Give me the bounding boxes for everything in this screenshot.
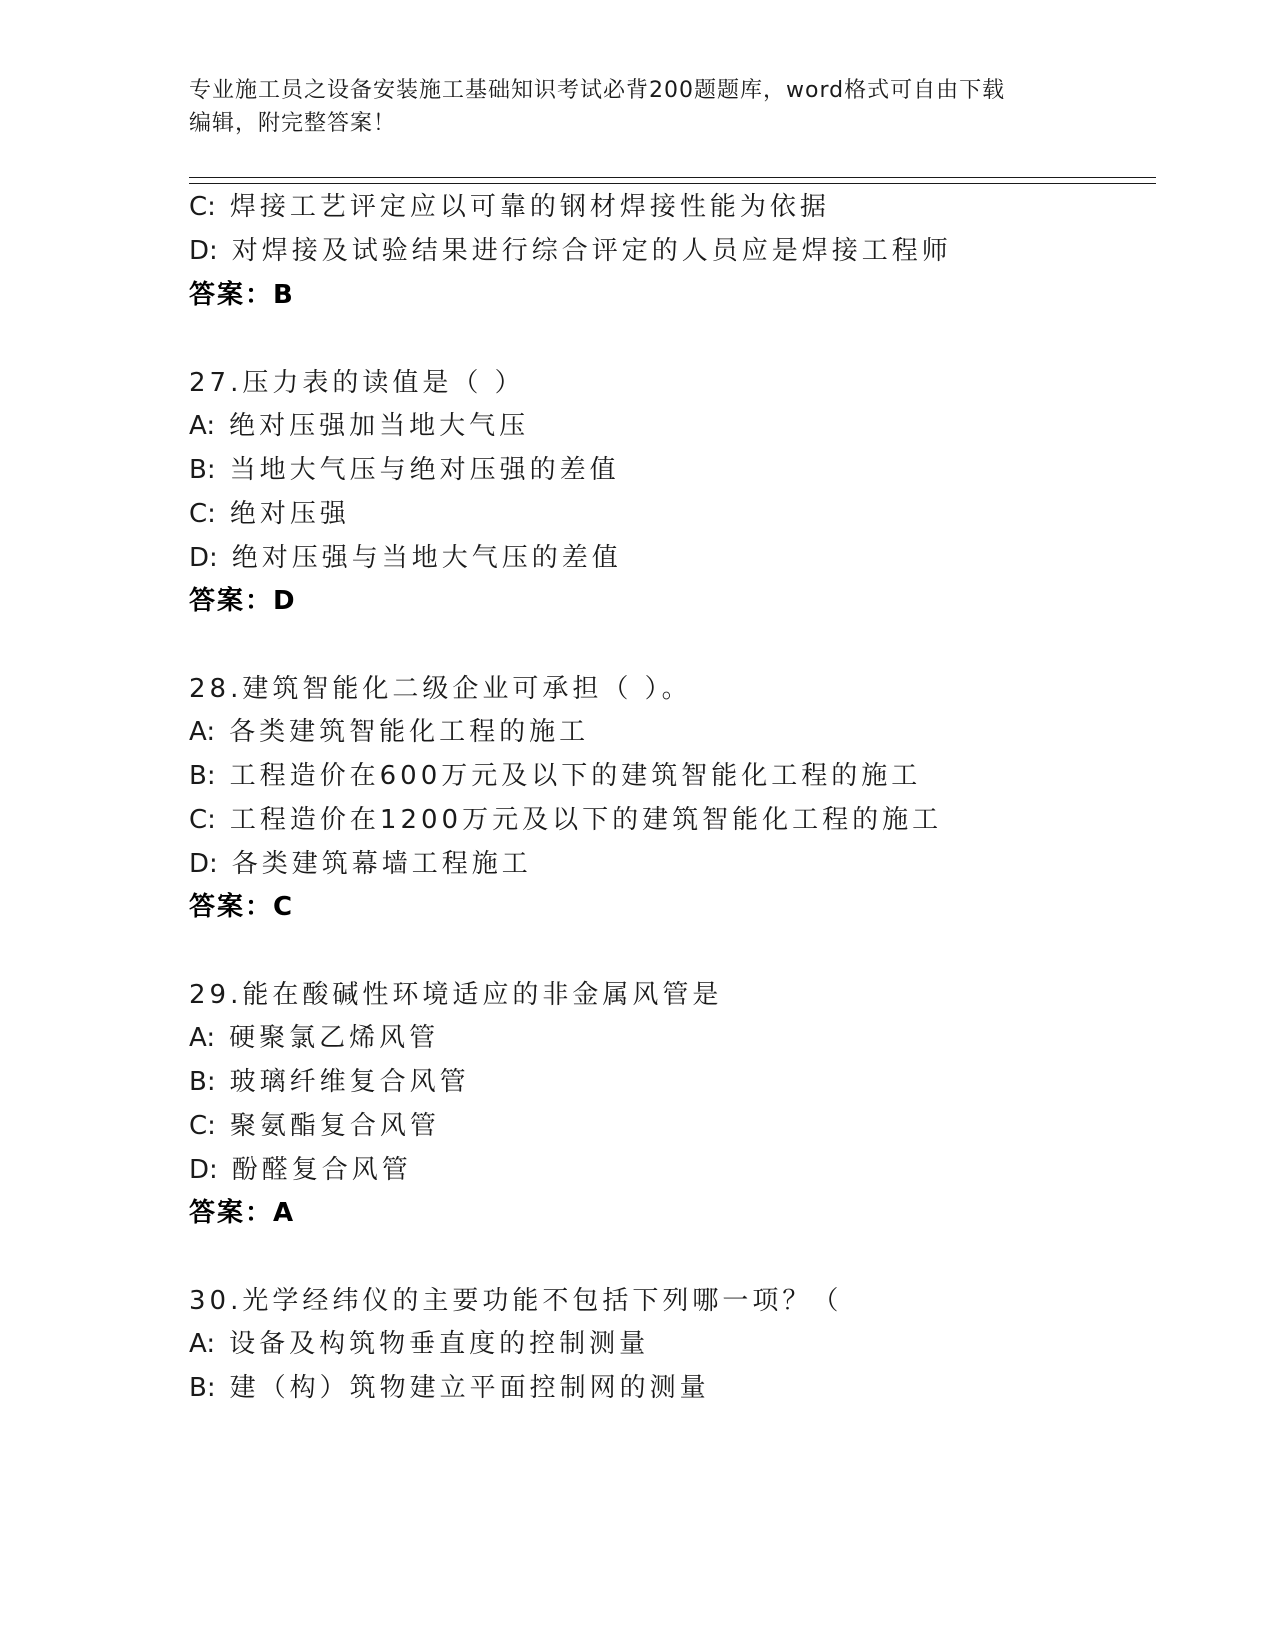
option-line <box>189 186 830 223</box>
option-letter: B: <box>189 1067 216 1097</box>
answer-line: 答案：D <box>189 586 297 616</box>
option-text: 硬聚氯乙烯风管 <box>229 1023 440 1053</box>
option-text: 玻璃纤维复合风管 <box>229 1067 470 1097</box>
option-letter: D: <box>189 543 218 573</box>
option-text: 设备及构筑物垂直度的控制测量 <box>229 1329 650 1359</box>
option-line <box>189 1367 710 1404</box>
option-line <box>189 1149 412 1186</box>
header-line-2: 编辑，附完整答案！ <box>189 111 397 136</box>
option-letter: A: <box>189 1023 216 1053</box>
option-line <box>189 1105 440 1142</box>
header-rule-top <box>189 177 1156 178</box>
header-rule-bottom <box>189 183 1156 184</box>
option-letter: D: <box>189 236 218 266</box>
option-text: 当地大气压与绝对压强的差值 <box>229 455 620 485</box>
option-text: 各类建筑幕墙工程施工 <box>231 849 532 879</box>
option-letter: D: <box>189 1155 218 1185</box>
option-line <box>189 711 589 748</box>
option-line <box>189 1323 649 1360</box>
question-stem: 30.光学经纬仪的主要功能不包括下列哪一项？（ <box>189 1286 843 1316</box>
option-line <box>189 799 942 836</box>
option-letter: A: <box>189 717 216 747</box>
answer-line: 答案：B <box>189 280 295 310</box>
option-text: 工程造价在600万元及以下的建筑智能化工程的施工 <box>229 761 922 791</box>
option-letter: B: <box>189 1373 216 1403</box>
option-text: 绝对压强 <box>229 499 350 529</box>
option-line <box>189 537 622 574</box>
option-letter: A: <box>189 1329 216 1359</box>
answer-line: 答案：C <box>189 892 295 922</box>
option-text: 建（构）筑物建立平面控制网的测量 <box>229 1373 710 1403</box>
option-text: 聚氨酯复合风管 <box>229 1111 440 1141</box>
option-line <box>189 843 532 880</box>
answer-line: 答案：A <box>189 1198 296 1228</box>
option-line <box>189 230 952 267</box>
option-line <box>189 449 620 486</box>
option-letter: C: <box>189 499 216 529</box>
header-line-1: 专业施工员之设备安装施工基础知识考试必背200题题库，word格式可自由下载 <box>189 78 1006 103</box>
question-stem: 29.能在酸碱性环境适应的非金属风管是 <box>189 980 723 1010</box>
option-line <box>189 755 921 792</box>
option-text: 绝对压强加当地大气压 <box>229 411 530 441</box>
option-letter: C: <box>189 192 216 222</box>
option-text: 酚醛复合风管 <box>231 1155 412 1185</box>
option-letter: B: <box>189 761 216 791</box>
option-letter: D: <box>189 849 218 879</box>
option-letter: C: <box>189 805 216 835</box>
option-line <box>189 405 529 442</box>
question-stem: 27.压力表的读值是（ ） <box>189 368 525 398</box>
option-text: 各类建筑智能化工程的施工 <box>229 717 590 747</box>
option-text: 对焊接及试验结果进行综合评定的人员应是焊接工程师 <box>231 236 952 266</box>
option-text: 绝对压强与当地大气压的差值 <box>231 543 622 573</box>
option-letter: B: <box>189 455 216 485</box>
option-letter: C: <box>189 1111 216 1141</box>
option-letter: A: <box>189 411 216 441</box>
option-text: 工程造价在1200万元及以下的建筑智能化工程的施工 <box>229 805 943 835</box>
option-text: 焊接工艺评定应以可靠的钢材焊接性能为依据 <box>229 192 830 222</box>
question-stem: 28.建筑智能化二级企业可承担（ ）。 <box>189 674 692 704</box>
option-line <box>189 1061 470 1098</box>
option-line <box>189 493 350 530</box>
document-header <box>189 74 1089 140</box>
option-line <box>189 1017 439 1054</box>
